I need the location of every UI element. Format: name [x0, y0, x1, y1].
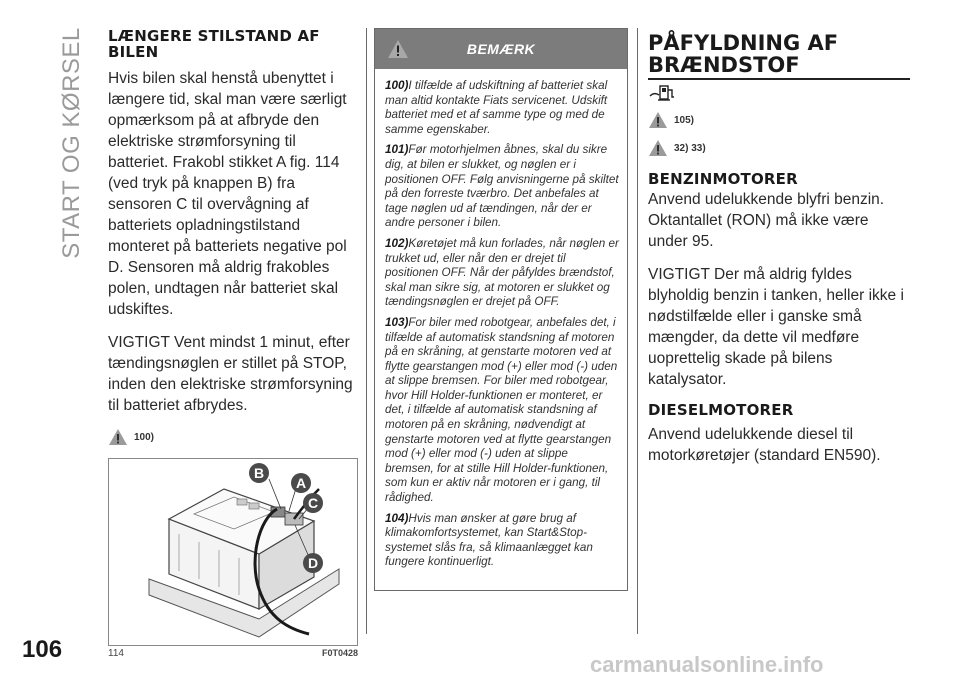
- chapter-side-title-text: START OG KØRSEL: [58, 27, 85, 259]
- note-box: [374, 28, 628, 591]
- note-box-title: BEMÆRK: [466, 41, 536, 57]
- note-list: [375, 69, 627, 582]
- fuel-pump-icon: [648, 84, 678, 102]
- warning-triangle-icon: [108, 428, 128, 446]
- column-divider-2: [637, 28, 638, 634]
- note-number: 102): [385, 236, 409, 250]
- svg-text:C: C: [307, 495, 319, 511]
- battery-illustration: [109, 459, 357, 645]
- svg-text:A: A: [295, 475, 307, 491]
- warning-reference-number: 32) 33): [674, 142, 706, 154]
- storage-paragraph-2: VIGTIGT Vent mindst 1 minut, efter tændingsnøglen er stillet på STOP, inden den elektriske strømforsyning til batteriet afbrydes.: [108, 334, 353, 414]
- chapter-side-title: [52, 28, 92, 258]
- warning-reference-105: [648, 111, 910, 129]
- figure-label-c: [303, 493, 323, 513]
- petrol-paragraph-1: Anvend udelukkende blyfri benzin. Oktantallet (RON) må ikke være under 95.: [648, 191, 885, 250]
- figure-label-b: [249, 463, 269, 483]
- figure-label-a: [291, 473, 311, 493]
- figure-number: 114: [108, 648, 124, 659]
- subheading-diesel: DIESELMOTORER: [648, 401, 794, 419]
- note-text: I tilfælde af udskiftning af batteriet skal man altid kontakte Fiats servicenet. Udskift batteriet med et af samme type og med de samme egenskaber.: [385, 79, 608, 136]
- note-number: 104): [385, 511, 409, 525]
- note-item: [385, 79, 619, 137]
- note-text: For biler med robotgear, anbefales det, i tilfælde af automatisk standsning af motoren på en skråning, at genstarte motoren ved at flytte gearstangen mod (+) eller mod (-) uden at slippe bremsen. For biler med robotgear, hvor Hill Holder-funktionen er monteret, er det, i tilfælde af automatisk standsning af motoren på en skråning, nødvendigt at genstarte motoren ved at flytte gearstangen mod (+) eller mod (-) uden at slippe bremsen, for at stille Hill Holder-funktionen, som kun er aktiv når motoren er i gang, til rådighed.: [385, 315, 618, 505]
- note-number: 101): [385, 143, 409, 157]
- figure-code: F0T0428: [321, 648, 358, 658]
- column-divider-1: [366, 28, 367, 634]
- watermark: carmanualsonline.info: [590, 652, 824, 677]
- warning-reference-number: 105): [674, 114, 695, 126]
- note-item: [385, 316, 619, 506]
- note-number: 100): [385, 79, 409, 92]
- warning-triangle-icon: [648, 111, 668, 129]
- battery-figure: [108, 458, 358, 646]
- note-number: 103): [385, 315, 409, 329]
- warning-reference: [108, 428, 358, 446]
- section-heading-refuel: PÅFYLDNING AF BRÆNDSTOF: [648, 32, 910, 80]
- note-text: Før motorhjelmen åbnes, skal du sikre dig, at bilen er slukket, og nøglen er i positionen OFF. Følg anvisningerne på skiltet på den forreste tværbro. Det anbefales at tage nøglen ud af tændingen, når der er andre personer i bilen.: [385, 143, 619, 230]
- figure-caption: [108, 646, 358, 662]
- warning-triangle-icon: [648, 139, 668, 157]
- diesel-paragraph: Anvend udelukkende diesel til motorkøretøjer (standard EN590).: [648, 426, 881, 464]
- middle-column: [374, 28, 628, 591]
- note-item: [385, 143, 619, 231]
- storage-paragraph-1: Hvis bilen skal henstå ubenyttet i længere tid, skal man være særligt opmærksom på at afbryde den elektriske strømforsyning til batteriet. Frakobl stikket A fig. 114 (ved tryk på knappen B) fra sensoren C til overvågning af batteriets opladningstilstand monteret på batteriets negative pol D. Sensoren må aldrig frakobles polen, undtagen når batteriet skal udskiftes.: [108, 70, 347, 318]
- note-text: Køretøjet må kun forlades, når nøglen er trukket ud, eller når den er drejet til positionen OFF. Når der påfyldes brændstof, skal man sikre sig, at motoren er slukket og tændingsnøglen er drejet på OFF.: [385, 236, 619, 309]
- note-box-header: [375, 29, 627, 69]
- petrol-paragraph-2: VIGTIGT Der må aldrig fyldes blyholdig benzin i tanken, heller ikke i nødstilfælde eller i ganske små mængder, da dette vil medføre uoprettelig skade på bilens katalysator.: [648, 266, 904, 388]
- svg-text:B: B: [253, 465, 265, 481]
- page-number: 106: [22, 636, 63, 663]
- warning-reference-32-33: [648, 139, 910, 157]
- left-column: [108, 28, 358, 662]
- subheading-petrol: BENZINMOTORER: [648, 170, 798, 188]
- note-item: [385, 512, 619, 570]
- figure-label-d: [303, 553, 323, 573]
- svg-text:D: D: [307, 555, 319, 571]
- warning-reference-number: 100): [134, 431, 155, 443]
- note-text: Hvis man ønsker at gøre brug af klimakomfortsystemet, kan Start&Stop-systemet slås fra, så klimaanlægget kan fungere kontinuerligt.: [385, 511, 593, 569]
- right-column: [648, 28, 910, 466]
- section-heading-storage: LÆNGERE STILSTAND AF BILEN: [108, 27, 320, 61]
- note-item: [385, 237, 619, 310]
